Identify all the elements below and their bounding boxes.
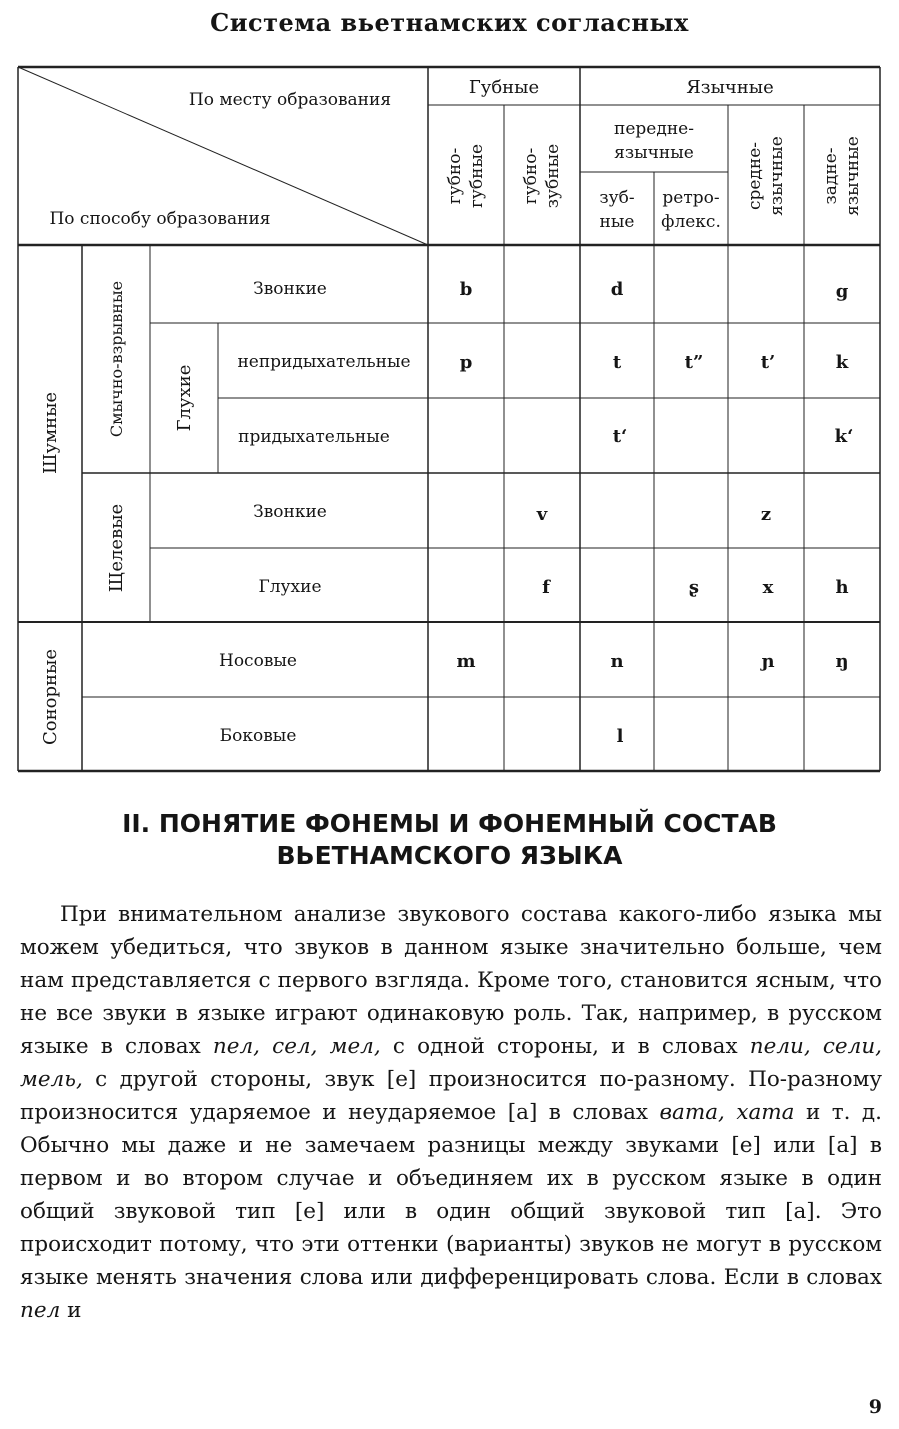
cell: t” bbox=[684, 352, 704, 373]
col-labiodental-2: зубные bbox=[543, 143, 563, 209]
corner-bottom-label: По способу образования bbox=[49, 209, 271, 229]
col-back-2: язычные bbox=[843, 136, 863, 216]
row-label-nasal: Носовые bbox=[219, 651, 297, 671]
cell: n bbox=[610, 651, 624, 672]
cell: k bbox=[835, 352, 849, 373]
cell: t’ bbox=[760, 352, 776, 373]
col-dental-2: ные bbox=[599, 212, 635, 232]
cell: x bbox=[762, 577, 774, 598]
section-heading-line-1: II. ПОНЯТИЕ ФОНЕМЫ И ФОНЕМНЫЙ СОСТАВ bbox=[122, 809, 777, 838]
text-run: и bbox=[60, 1298, 82, 1323]
cell: ŋ bbox=[835, 651, 849, 672]
group-front-lingual-1: передне- bbox=[614, 119, 694, 139]
cell: p bbox=[459, 352, 473, 373]
corner-top-label: По месту образования bbox=[188, 90, 392, 110]
text-run: с одной стороны, и в словах bbox=[380, 1034, 750, 1059]
col-retroflex-1: ретро- bbox=[662, 188, 720, 208]
group-labial: Губные bbox=[468, 77, 540, 98]
body-paragraph bbox=[20, 898, 882, 1327]
row-label-voiceless-fricative: Глухие bbox=[258, 577, 322, 597]
cell: k‘ bbox=[834, 426, 854, 447]
text-run: и т. д. Обычно мы даже и не замечаем разницы между звуками [е] или [а] в первом и во втором случае и объединяем их в русском языке в один общий звуковой тип [е] или в один общий звуковой тип [а]. Это происходит потому, что эти оттенки (варианты) звуков не могут в русском языке менять значения слова или дифференцировать слова. Если в словах bbox=[20, 1100, 882, 1290]
row-label-voiced-plosive: Звонкие bbox=[253, 279, 327, 299]
cell: t bbox=[612, 352, 622, 373]
section-heading-line-2: ВЬЕТНАМСКОГО ЯЗЫКА bbox=[276, 841, 623, 870]
rowgroup-sonorant: Сонорные bbox=[40, 649, 61, 745]
row-label-voiced-fricative: Звонкие bbox=[253, 502, 327, 522]
italic-example: пели, сели, мель, bbox=[20, 1034, 883, 1092]
row-label-unaspirated: непридыхательные bbox=[237, 352, 411, 372]
italic-example: пел bbox=[20, 1298, 61, 1323]
cell: d bbox=[610, 279, 624, 300]
cell: b bbox=[459, 279, 473, 300]
cell: ɲ bbox=[761, 651, 775, 672]
rowgroup-plosive: Смычно-взрывные bbox=[107, 280, 126, 438]
cell: v bbox=[536, 504, 548, 525]
col-back-1: задне- bbox=[821, 147, 841, 205]
rowgroup-noisy: Шумные bbox=[40, 391, 61, 475]
text-run: При внимательном анализе звукового состава какого-либо языка мы можем убедиться, что звуков в данном языке значительно больше, чем нам представляется с первого взгляда. Кроме того, становится ясным, что не все звуки в языке играют одинаковую роль. Так, например, в русском языке в словах bbox=[20, 902, 882, 1059]
cell: z bbox=[760, 504, 772, 525]
col-bilabial-1: губно- bbox=[445, 147, 465, 205]
col-middle-2: язычные bbox=[767, 136, 787, 216]
page-number: 9 bbox=[868, 1396, 882, 1418]
cell: f bbox=[542, 577, 550, 598]
cell: l bbox=[616, 726, 624, 747]
col-bilabial-2: губные bbox=[467, 143, 487, 209]
rowgroup-fricative: Щелевые bbox=[106, 503, 127, 593]
cell: m bbox=[456, 651, 476, 672]
col-retroflex-2: флекс. bbox=[661, 212, 721, 232]
page-title: Система вьетнамских согласных bbox=[210, 8, 689, 37]
group-lingual: Язычные bbox=[686, 77, 774, 98]
text-run: с другой стороны, звук [е] произносится по-разному. По-разному произносится ударяемое и неударяемое [а] в словах bbox=[20, 1067, 882, 1125]
cell: h bbox=[835, 577, 849, 598]
phoneme-cells bbox=[456, 279, 853, 747]
rowgroup-voiceless: Глухие bbox=[174, 364, 195, 432]
group-front-lingual-2: язычные bbox=[614, 143, 694, 163]
italic-example: пел, сел, мел, bbox=[212, 1034, 381, 1059]
row-label-lateral: Боковые bbox=[219, 726, 297, 746]
italic-example: вата, хата bbox=[659, 1100, 795, 1125]
col-labiodental-1: губно- bbox=[521, 147, 541, 205]
col-middle-1: средне- bbox=[745, 141, 765, 211]
col-dental-1: зуб- bbox=[599, 188, 635, 208]
cell: ʂ bbox=[688, 577, 700, 598]
row-label-aspirated: придыхательные bbox=[238, 427, 390, 447]
cell: t‘ bbox=[612, 426, 628, 447]
section-heading bbox=[0, 808, 899, 872]
cell: g bbox=[835, 281, 849, 302]
